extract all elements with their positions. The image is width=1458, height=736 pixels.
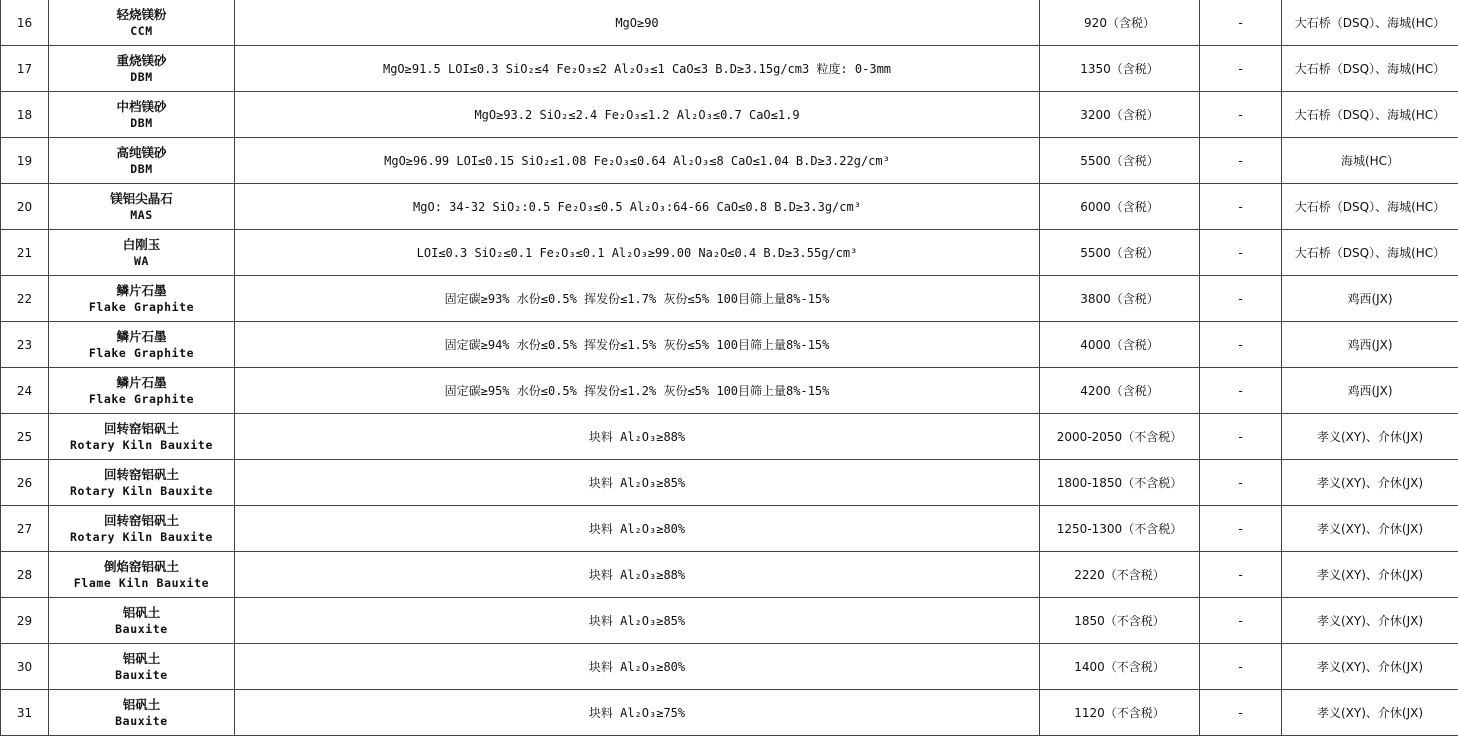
spec-cell: MgO: 34-32 SiO₂:0.5 Fe₂O₃≤0.5 Al₂O₃:64-66 CaO≤0.8 B.D≥3.3g/cm³ xyxy=(235,184,1040,230)
row-number: 30 xyxy=(1,644,49,690)
product-name-en: DBM xyxy=(49,161,234,177)
table-row xyxy=(1,46,1458,92)
row-number: 24 xyxy=(1,368,49,414)
product-name-cell xyxy=(49,184,235,230)
product-name-cell xyxy=(49,598,235,644)
origin-cell: 鸡西(JX) xyxy=(1282,276,1458,322)
price-cell: 3800（含税） xyxy=(1040,276,1200,322)
table-row xyxy=(1,414,1458,460)
origin-cell: 孝义(XY)、介休(JX) xyxy=(1282,506,1458,552)
row-number: 18 xyxy=(1,92,49,138)
product-name-cell xyxy=(49,138,235,184)
price-cell: 1250-1300（不含税） xyxy=(1040,506,1200,552)
note-cell: - xyxy=(1200,368,1282,414)
table-row xyxy=(1,460,1458,506)
product-name-cell xyxy=(49,460,235,506)
product-name-en: WA xyxy=(49,253,234,269)
spec-cell: 固定碳≥93% 水份≤0.5% 挥发份≤1.7% 灰份≤5% 100目筛上量8%-15% xyxy=(235,276,1040,322)
product-name-cn: 轻烧镁粉 xyxy=(49,7,234,23)
price-cell: 1350（含税） xyxy=(1040,46,1200,92)
note-cell: - xyxy=(1200,276,1282,322)
table-row xyxy=(1,598,1458,644)
table-row xyxy=(1,690,1458,736)
row-number: 20 xyxy=(1,184,49,230)
origin-cell: 大石桥（DSQ）、海城(HC） xyxy=(1282,0,1458,46)
product-name-cn: 镁铝尖晶石 xyxy=(49,191,234,207)
origin-cell: 海城(HC） xyxy=(1282,138,1458,184)
row-number: 21 xyxy=(1,230,49,276)
row-number: 29 xyxy=(1,598,49,644)
note-cell: - xyxy=(1200,184,1282,230)
product-name-cn: 铝矾土 xyxy=(49,651,234,667)
note-cell: - xyxy=(1200,644,1282,690)
product-name-en: Bauxite xyxy=(49,667,234,683)
origin-cell: 鸡西(JX) xyxy=(1282,322,1458,368)
product-name-en: CCM xyxy=(49,23,234,39)
product-name-cell xyxy=(49,46,235,92)
note-cell: - xyxy=(1200,0,1282,46)
price-cell: 2220（不含税） xyxy=(1040,552,1200,598)
product-name-en: DBM xyxy=(49,115,234,131)
product-name-cell xyxy=(49,644,235,690)
table-row xyxy=(1,506,1458,552)
price-cell: 6000（含税） xyxy=(1040,184,1200,230)
table-row xyxy=(1,322,1458,368)
row-number: 22 xyxy=(1,276,49,322)
product-name-cell xyxy=(49,368,235,414)
row-number: 19 xyxy=(1,138,49,184)
origin-cell: 孝义(XY)、介休(JX) xyxy=(1282,690,1458,736)
origin-cell: 孝义(XY)、介休(JX) xyxy=(1282,598,1458,644)
product-name-cn: 回转窑铝矾土 xyxy=(49,421,234,437)
product-name-cn: 高纯镁砂 xyxy=(49,145,234,161)
note-cell: - xyxy=(1200,46,1282,92)
row-number: 26 xyxy=(1,460,49,506)
note-cell: - xyxy=(1200,230,1282,276)
table-row xyxy=(1,276,1458,322)
product-name-cn: 中档镁砂 xyxy=(49,99,234,115)
product-name-cn: 倒焰窑铝矾土 xyxy=(49,559,234,575)
spec-cell: 固定碳≥95% 水份≤0.5% 挥发份≤1.2% 灰份≤5% 100目筛上量8%-15% xyxy=(235,368,1040,414)
note-cell: - xyxy=(1200,92,1282,138)
product-name-cn: 铝矾土 xyxy=(49,697,234,713)
table-row xyxy=(1,138,1458,184)
price-cell: 1850（不含税） xyxy=(1040,598,1200,644)
spec-cell: 块料 Al₂O₃≥80% xyxy=(235,506,1040,552)
spec-cell: 块料 Al₂O₃≥88% xyxy=(235,414,1040,460)
product-name-en: Bauxite xyxy=(49,621,234,637)
row-number: 16 xyxy=(1,0,49,46)
row-number: 28 xyxy=(1,552,49,598)
note-cell: - xyxy=(1200,460,1282,506)
price-cell: 1800-1850（不含税） xyxy=(1040,460,1200,506)
origin-cell: 大石桥（DSQ）、海城(HC） xyxy=(1282,46,1458,92)
product-name-cell xyxy=(49,0,235,46)
product-name-cell xyxy=(49,322,235,368)
product-name-cell xyxy=(49,230,235,276)
price-cell: 5500（含税） xyxy=(1040,230,1200,276)
price-cell: 4200（含税） xyxy=(1040,368,1200,414)
product-name-cn: 回转窑铝矾土 xyxy=(49,467,234,483)
product-name-en: DBM xyxy=(49,69,234,85)
note-cell: - xyxy=(1200,552,1282,598)
product-name-cn: 鳞片石墨 xyxy=(49,283,234,299)
note-cell: - xyxy=(1200,138,1282,184)
table-row xyxy=(1,368,1458,414)
price-cell: 920（含税） xyxy=(1040,0,1200,46)
spec-cell: MgO≥91.5 LOI≤0.3 SiO₂≤4 Fe₂O₃≤2 Al₂O₃≤1 CaO≤3 B.D≥3.15g/cm3 粒度: 0-3mm xyxy=(235,46,1040,92)
note-cell: - xyxy=(1200,690,1282,736)
note-cell: - xyxy=(1200,322,1282,368)
table-row xyxy=(1,0,1458,46)
product-name-en: Flake Graphite xyxy=(49,299,234,315)
product-name-cell xyxy=(49,552,235,598)
product-name-en: Rotary Kiln Bauxite xyxy=(49,529,234,545)
product-name-cell xyxy=(49,276,235,322)
row-number: 23 xyxy=(1,322,49,368)
product-name-cell xyxy=(49,506,235,552)
note-cell: - xyxy=(1200,598,1282,644)
price-cell: 2000-2050（不含税） xyxy=(1040,414,1200,460)
table-row xyxy=(1,644,1458,690)
row-number: 27 xyxy=(1,506,49,552)
product-name-en: Flake Graphite xyxy=(49,345,234,361)
table-row xyxy=(1,92,1458,138)
origin-cell: 大石桥（DSQ）、海城(HC） xyxy=(1282,92,1458,138)
table-row xyxy=(1,184,1458,230)
row-number: 25 xyxy=(1,414,49,460)
origin-cell: 鸡西(JX) xyxy=(1282,368,1458,414)
row-number: 17 xyxy=(1,46,49,92)
price-cell: 1120（不含税） xyxy=(1040,690,1200,736)
origin-cell: 孝义(XY)、介休(JX) xyxy=(1282,460,1458,506)
price-cell: 3200（含税） xyxy=(1040,92,1200,138)
product-name-cell xyxy=(49,92,235,138)
note-cell: - xyxy=(1200,506,1282,552)
spec-cell: 固定碳≥94% 水份≤0.5% 挥发份≤1.5% 灰份≤5% 100目筛上量8%-15% xyxy=(235,322,1040,368)
table-body xyxy=(1,0,1458,736)
product-name-cn: 重烧镁砂 xyxy=(49,53,234,69)
origin-cell: 孝义(XY)、介休(JX) xyxy=(1282,552,1458,598)
spec-cell: 块料 Al₂O₃≥75% xyxy=(235,690,1040,736)
product-name-en: Flake Graphite xyxy=(49,391,234,407)
spec-cell: MgO≥93.2 SiO₂≤2.4 Fe₂O₃≤1.2 Al₂O₃≤0.7 CaO≤1.9 xyxy=(235,92,1040,138)
price-cell: 5500（含税） xyxy=(1040,138,1200,184)
spec-cell: 块料 Al₂O₃≥80% xyxy=(235,644,1040,690)
origin-cell: 大石桥（DSQ）、海城(HC） xyxy=(1282,184,1458,230)
row-number: 31 xyxy=(1,690,49,736)
product-name-cell xyxy=(49,414,235,460)
origin-cell: 孝义(XY)、介休(JX) xyxy=(1282,644,1458,690)
product-name-cell xyxy=(49,690,235,736)
spec-cell: MgO≥96.99 LOI≤0.15 SiO₂≤1.08 Fe₂O₃≤0.64 Al₂O₃≤8 CaO≤1.04 B.D≥3.22g/cm³ xyxy=(235,138,1040,184)
table-row xyxy=(1,230,1458,276)
product-name-cn: 白刚玉 xyxy=(49,237,234,253)
table-row xyxy=(1,552,1458,598)
spec-cell: 块料 Al₂O₃≥88% xyxy=(235,552,1040,598)
product-name-cn: 回转窑铝矾土 xyxy=(49,513,234,529)
note-cell: - xyxy=(1200,414,1282,460)
product-name-cn: 铝矾土 xyxy=(49,605,234,621)
spec-cell: LOI≤0.3 SiO₂≤0.1 Fe₂O₃≤0.1 Al₂O₃≥99.00 Na₂O≤0.4 B.D≥3.55g/cm³ xyxy=(235,230,1040,276)
product-name-cn: 鳞片石墨 xyxy=(49,375,234,391)
product-name-en: Rotary Kiln Bauxite xyxy=(49,437,234,453)
product-name-en: Bauxite xyxy=(49,713,234,729)
spec-cell: 块料 Al₂O₃≥85% xyxy=(235,460,1040,506)
origin-cell: 孝义(XY)、介休(JX) xyxy=(1282,414,1458,460)
spec-cell: 块料 Al₂O₃≥85% xyxy=(235,598,1040,644)
price-cell: 4000（含税） xyxy=(1040,322,1200,368)
price-cell: 1400（不含税） xyxy=(1040,644,1200,690)
origin-cell: 大石桥（DSQ）、海城(HC） xyxy=(1282,230,1458,276)
product-name-en: MAS xyxy=(49,207,234,223)
product-name-en: Flame Kiln Bauxite xyxy=(49,575,234,591)
product-name-cn: 鳞片石墨 xyxy=(49,329,234,345)
product-name-en: Rotary Kiln Bauxite xyxy=(49,483,234,499)
spec-cell: MgO≥90 xyxy=(235,0,1040,46)
